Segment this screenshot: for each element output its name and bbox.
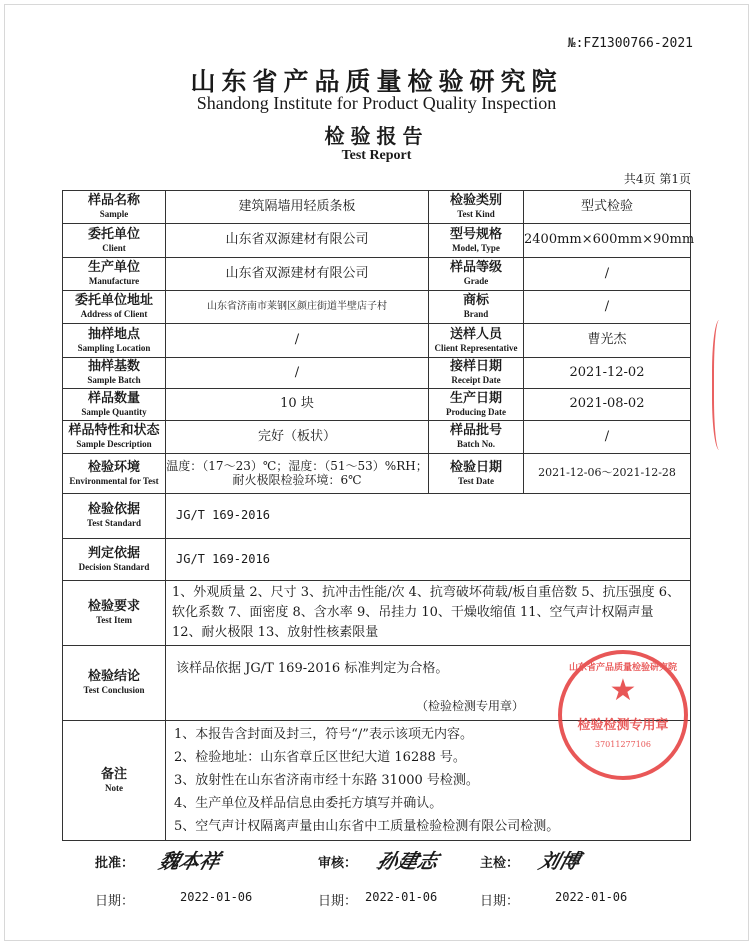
- note-line: 5、空气声计权隔离声量由山东省中工质量检验检测有限公司检测。: [174, 819, 560, 834]
- handwritten-signature: 孙建志: [374, 849, 441, 873]
- note-line: 1、本报告含封面及封三，符号“/”表示该项无内容。: [174, 727, 473, 742]
- field-value: /: [524, 421, 691, 454]
- signature-role: 审核：: [318, 856, 358, 871]
- table-row: [63, 389, 691, 421]
- field-label: 检验要求 Test Item: [63, 581, 166, 646]
- stamp-purpose: 检验检测专用章: [577, 718, 669, 733]
- institute-title-en: Shandong Institute for Product Quality Inspection: [196, 93, 557, 113]
- field-label: 送样人员 Client Representative: [429, 324, 524, 358]
- signature-date: 2022-01-06: [365, 890, 438, 904]
- field-label: 检验日期 Test Date: [429, 454, 524, 494]
- field-label: 样品数量 Sample Quantity: [63, 389, 166, 421]
- field-value: 山东省双源建材有限公司: [166, 224, 429, 258]
- table-row: [63, 191, 691, 224]
- table-row: [63, 454, 691, 494]
- field-label: 检验类别 Test Kind: [429, 191, 524, 224]
- official-stamp: [558, 650, 688, 780]
- field-label: 样品批号 Batch No.: [429, 421, 524, 454]
- handwritten-signature: 魏本祥: [156, 849, 223, 873]
- field-value: 山东省济南市莱钢区颜庄街道半壁店子村: [166, 291, 429, 324]
- field-value: 山东省双源建材有限公司: [166, 258, 429, 291]
- field-value: 曹光杰: [524, 324, 691, 358]
- field-label: 生产日期 Producing Date: [429, 389, 524, 421]
- field-value: 建筑隔墙用轻质条板: [166, 191, 429, 224]
- field-label: 委托单位 Client: [63, 224, 166, 258]
- field-value: /: [524, 258, 691, 291]
- signature-role: 批准：: [95, 856, 135, 871]
- field-value: /: [524, 291, 691, 324]
- note-line: 3、放射性在山东省济南市经十东路 31000 号检测。: [174, 773, 479, 788]
- standard-value: JG/T 169-2016: [166, 494, 691, 539]
- date-label: 日期：: [480, 894, 520, 909]
- seam-stamp: [712, 320, 730, 450]
- note-line: 4、生产单位及样品信息由委托方填写并确认。: [174, 796, 443, 811]
- table-row: [63, 291, 691, 324]
- table-row: [63, 324, 691, 358]
- date-label: 日期：: [318, 894, 358, 909]
- field-value: 型式检验: [524, 191, 691, 224]
- field-value: /: [166, 324, 429, 358]
- stamp-number: 37011277106: [595, 740, 651, 749]
- table-row: [63, 258, 691, 291]
- report-title-zh: 检验报告: [324, 124, 429, 148]
- field-label: 样品等级 Grade: [429, 258, 524, 291]
- field-label: 生产单位 Manufacture: [63, 258, 166, 291]
- stamp-label: （检验检测专用章）: [416, 699, 525, 714]
- report-title-en: Test Report: [341, 148, 412, 163]
- field-label: 委托单位地址 Address of Client: [63, 291, 166, 324]
- field-label: 商标 Brand: [429, 291, 524, 324]
- table-row: [63, 494, 691, 539]
- field-label: 抽样基数 Sample Batch: [63, 358, 166, 389]
- field-value: 2021-12-02: [524, 358, 691, 389]
- signature-date: 2022-01-06: [555, 890, 628, 904]
- field-label: 备注 Note: [63, 721, 166, 841]
- environment-value: 温度：（17～23）℃；湿度：（51～53）%RH； 耐火极限检验环境：6℃: [166, 454, 429, 494]
- table-row: [63, 421, 691, 454]
- institute-title-zh: 山东省产品质量检验研究院: [190, 67, 563, 96]
- note-line: 2、检验地址：山东省章丘区世纪大道 16288 号。: [174, 750, 466, 765]
- signature-role: 主检：: [480, 856, 520, 871]
- field-label: 检验环境 Environmental for Test: [63, 454, 166, 494]
- table-row: [63, 358, 691, 389]
- field-value: 2400mm×600mm×90mm: [524, 224, 691, 258]
- table-row: [63, 539, 691, 581]
- field-value: 完好（板状）: [166, 421, 429, 454]
- field-value: 2021-08-02: [524, 389, 691, 421]
- field-label: 判定依据 Decision Standard: [63, 539, 166, 581]
- signature-date: 2022-01-06: [180, 890, 253, 904]
- table-row: [63, 581, 691, 646]
- field-value: /: [166, 358, 429, 389]
- field-label: 型号规格 Model, Type: [429, 224, 524, 258]
- field-label: 检验结论 Test Conclusion: [63, 646, 166, 721]
- star-icon: ★: [609, 673, 637, 708]
- date-label: 日期：: [95, 894, 135, 909]
- handwritten-signature: 刘博: [536, 849, 583, 873]
- report-number: №:FZ1300766-2021: [567, 36, 693, 51]
- test-items-value: 1、外观质量 2、尺寸 3、抗冲击性能/次 4、抗弯破坏荷载/板自重倍数 5、抗压强度 6、软化系数 7、面密度 8、含水率 9、吊挂力 10、干燥收缩值 11、空气声计权隔声量 12、耐火极限 13、放射性核素限量: [166, 581, 691, 646]
- conclusion-value: 该样品依据 JG/T 169-2016 标准判定为合格。 （检验检测专用章）: [166, 646, 691, 721]
- field-value: 10 块: [166, 389, 429, 421]
- decision-value: JG/T 169-2016: [166, 539, 691, 581]
- field-label: 样品特性和状态 Sample Description: [63, 421, 166, 454]
- field-label: 检验依据 Test Standard: [63, 494, 166, 539]
- field-label: 抽样地点 Sampling Location: [63, 324, 166, 358]
- stamp-org: 山东省产品质量检验研究院: [568, 663, 677, 673]
- table-row: [63, 224, 691, 258]
- test-date-value: 2021-12-06～2021-12-28: [524, 454, 691, 494]
- field-label: 样品名称 Sample: [63, 191, 166, 224]
- page-info: 共4页 第1页: [623, 172, 691, 186]
- field-label: 接样日期 Receipt Date: [429, 358, 524, 389]
